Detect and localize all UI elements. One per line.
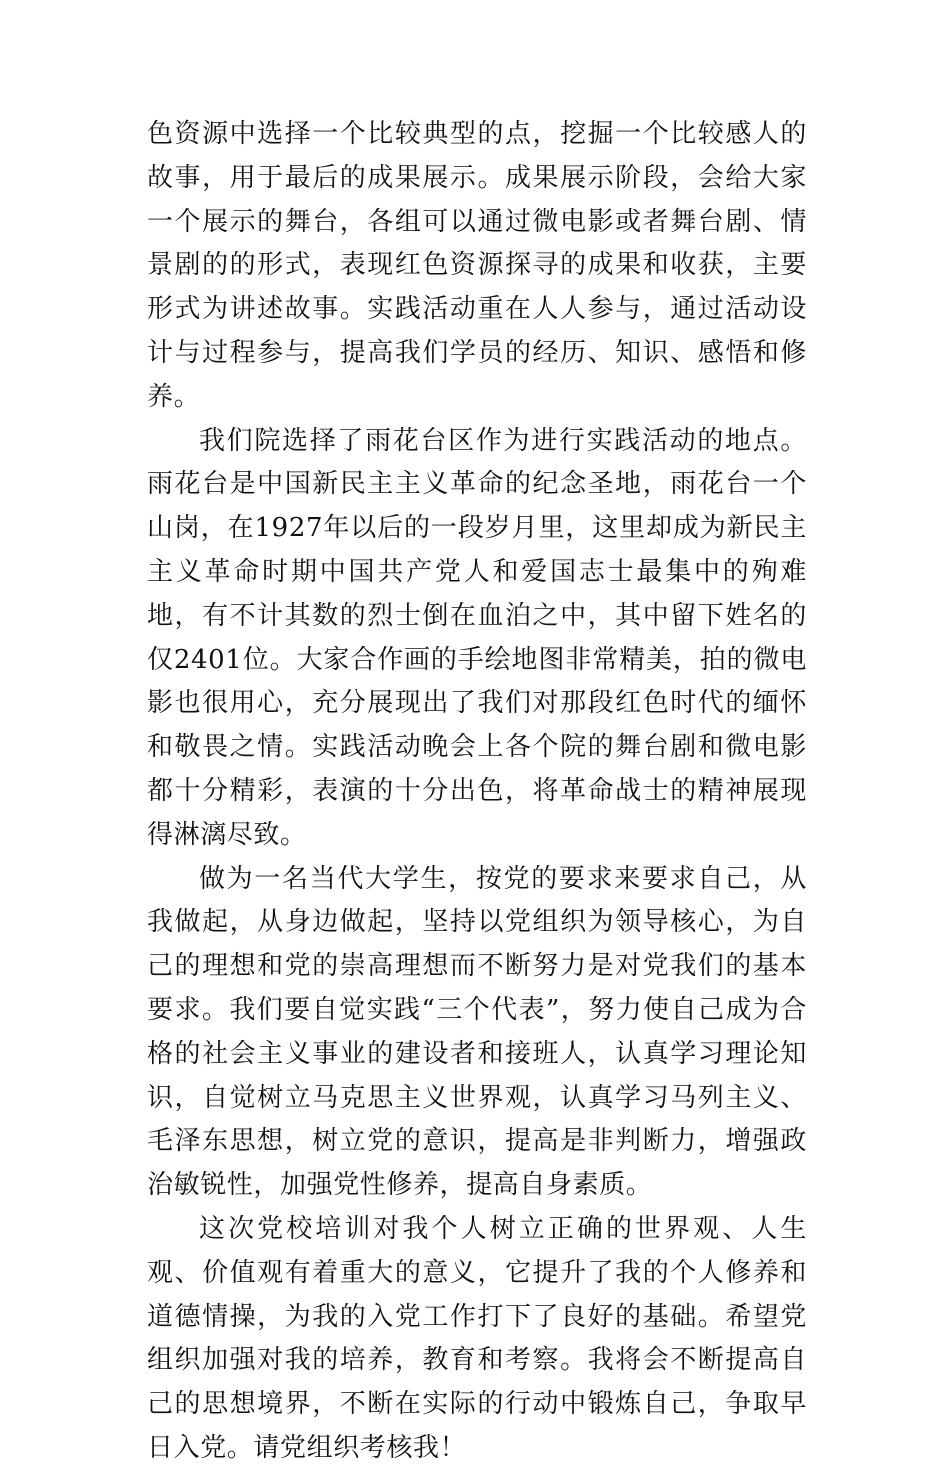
- paragraph-3: 做为一名当代大学生，按党的要求来要求自己，从我做起，从身边做起，坚持以党组织为领导核心，为自己的理想和党的崇高理想而不断努力是对党我们的基本要求。我们要自觉实践“三个代表”，努力使自己成为合格的社会主义事业的建设者和接班人，认真学习理论知识，自觉树立马克思主义世界观，认真学习马列主义、毛泽东思想，树立党的意识，提高是非判断力，增强政治敏锐性，加强党性修养，提高自身素质。: [147, 863, 807, 1201]
- paragraph-4: 这次党校培训对我个人树立正确的世界观、人生观、价值观有着重大的意义，它提升了我的个人修养和道德情操，为我的入党工作打下了良好的基础。希望党组织加强对我的培养，教育和考察。我将会不断提高自己的思想境界，不断在实际的行动中锻炼自己，争取早日入党。请党组织考核我！: [147, 1213, 807, 1463]
- paragraph-1: 色资源中选择一个比较典型的点，挖掘一个比较感人的故事，用于最后的成果展示。成果展示阶段，会给大家一个展示的舞台，各组可以通过微电影或者舞台剧、情景剧的的形式，表现红色资源探寻的成果和收获，主要形式为讲述故事。实践活动重在人人参与，通过活动设计与过程参与，提高我们学员的经历、知识、感悟和修养。: [147, 119, 807, 412]
- paragraph-2: 我们院选择了雨花台区作为进行实践活动的地点。雨花台是中国新民主主义革命的纪念圣地，雨花台一个山岗，在1927年以后的一段岁月里，这里却成为新民主主义革命时期中国共产党人和爱国志士最集中的殉难地，有不计其数的烈士倒在血泊之中，其中留下姓名的仅2401位。大家合作画的手绘地图非常精美，拍的微电影也很用心，充分展现出了我们对那段红色时代的缅怀和敬畏之情。实践活动晚会上各个院的舞台剧和微电影都十分精彩，表演的十分出色，将革命战士的精神展现得淋漓尽致。: [147, 425, 807, 850]
- document-body: [147, 113, 807, 1471]
